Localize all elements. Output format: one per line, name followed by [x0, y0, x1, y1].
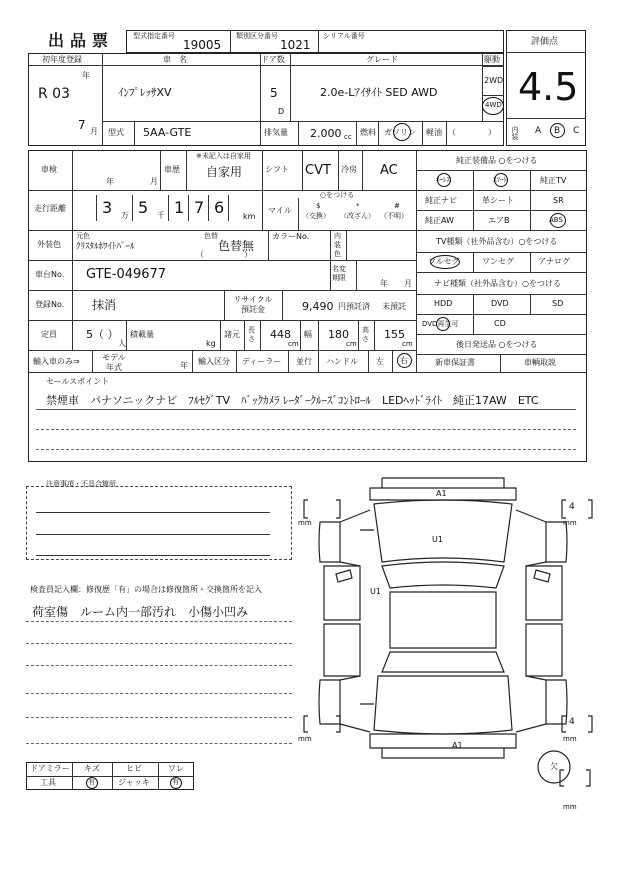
load-unit: kg: [206, 339, 216, 348]
damage-mark-rear: A1: [452, 741, 463, 750]
spare-tire-status: 欠: [550, 762, 558, 771]
notes-box: [26, 486, 292, 560]
color-no-label: カラーNo.: [272, 232, 310, 241]
height-unit: cm: [402, 340, 413, 348]
mm-fr: mm: [563, 519, 577, 527]
first-reg-month: 7: [78, 118, 86, 132]
interior-color-label: 内装色: [334, 232, 341, 258]
type-label: 型式指定番号: [133, 32, 175, 40]
orig-color-label: 元色: [76, 232, 90, 240]
model-value: 5AA-GTE: [143, 126, 192, 139]
length-unit: cm: [288, 340, 299, 348]
model-year-unit: 年: [180, 361, 188, 370]
later-manual: 車輌取説: [524, 358, 556, 367]
navi-cd: CD: [494, 319, 506, 328]
tv-title: TV種類（社外品含む）○をつける: [436, 237, 558, 246]
name-change-year: 年: [380, 279, 388, 288]
inspection-label: 車検: [41, 165, 57, 174]
chassis-label: 車台No.: [35, 270, 65, 279]
equip-sr: SR: [553, 196, 564, 205]
length-label: 長さ: [248, 326, 255, 343]
mile-label: マイル: [268, 206, 292, 215]
mileage-digit-2: 5: [138, 198, 149, 217]
parallel-option: 並行: [296, 357, 312, 366]
displacement-value: 2.000: [310, 127, 342, 140]
name-change-label: 名変期限: [332, 265, 346, 282]
score-value: 4.5: [518, 65, 579, 109]
model-year-label: モデル年式: [102, 353, 126, 372]
drive-2wd: 2WD: [484, 76, 504, 85]
tools-h-mirror: ドアミラー: [30, 764, 70, 773]
ac-value: AC: [380, 163, 398, 178]
exchange-label: （交換）: [302, 212, 330, 220]
chassis-value: GTE-049677: [86, 267, 167, 282]
tire-depth-rear: 4: [569, 717, 575, 727]
equip-title: 純正装備品 ○をつける: [456, 156, 538, 165]
mileage-digit-4: 7: [194, 198, 205, 217]
equip-keyless: ｷｰﾚｽ: [436, 176, 450, 184]
tv-oneseg: ワンセグ: [482, 257, 514, 266]
first-reg-era: R 03: [38, 86, 70, 102]
equip-smart: ｽﾏｰﾄ: [493, 176, 507, 184]
tools-r-tool: 工具: [40, 778, 56, 787]
drive-4wd: 4WD: [485, 101, 502, 109]
equip-aw: 純正AW: [425, 216, 454, 225]
fuel-value: ガソリン: [384, 128, 416, 137]
modified-mark: *: [356, 202, 360, 210]
unknown-mark: #: [394, 202, 400, 210]
displacement-label: 排気量: [264, 128, 288, 137]
fuel-label: 燃料: [360, 128, 376, 137]
unknown-label: （不明）: [380, 212, 408, 220]
class-number: 1021: [280, 38, 311, 52]
exchange-mark: $: [316, 202, 321, 210]
damage-mark-hood: U1: [432, 535, 443, 544]
year-unit: 年: [82, 71, 90, 80]
color-change-label: 色替: [204, 232, 218, 240]
tire-depth-front: 4: [569, 502, 575, 512]
navi-dvd-play: DVD再生可: [422, 320, 459, 328]
sales-label: セールスポイント: [46, 377, 110, 386]
tools-h-scratch: キズ: [84, 764, 100, 773]
tools-h-crack: ヒビ: [126, 764, 142, 773]
tv-fullseg: フルセグ: [428, 257, 460, 266]
cc-unit: cc: [344, 133, 352, 141]
shift-label: シフト: [265, 165, 289, 174]
length-value: 448: [270, 328, 291, 341]
dealer-option: ディーラー: [242, 357, 282, 366]
mileage-km: km: [243, 212, 256, 221]
interior-grade-b: B: [554, 126, 561, 136]
score-label: 評価点: [531, 37, 559, 47]
tools-r-jack: ジャッキ: [118, 778, 150, 787]
grade-label: グレード: [366, 55, 398, 64]
color-value: ｸﾘｽﾀﾙﾎﾜｲﾄﾊﾟｰﾙ: [76, 242, 135, 252]
name-change-month: 月: [404, 279, 412, 288]
car-diagram: [290, 470, 630, 815]
interior-grade-a: A: [535, 126, 542, 136]
shift-value: CVT: [305, 163, 331, 178]
model-label: 型式: [108, 128, 124, 137]
tv-analog: アナログ: [538, 257, 570, 266]
dims-label: 諸元: [224, 330, 240, 339]
registration-value: 抹消: [92, 298, 117, 312]
equip-abs: ABS: [549, 216, 563, 224]
registration-label: 登録No.: [35, 300, 65, 309]
inspector-text: 荷室傷 ルーム内一部汚れ 小傷小凹み: [32, 605, 249, 619]
capacity-unit: 人: [118, 339, 126, 348]
recycle-label: リサイクル預託金: [233, 295, 273, 314]
usage-label: 車歴: [164, 165, 180, 174]
interior-label: 内装: [511, 126, 519, 140]
equip-tv: 純正TV: [540, 176, 567, 185]
first-reg-label: 初年度登録: [42, 55, 82, 64]
equip-leather: 革シート: [482, 196, 514, 205]
mm-spare: mm: [563, 803, 577, 811]
fuel-paren: （ ）: [448, 128, 496, 137]
recycle-amount: 9,490: [302, 300, 334, 313]
width-value: 180: [328, 328, 349, 341]
handle-left: 左: [376, 357, 384, 366]
mileage-digit-1: 3: [102, 198, 113, 217]
width-unit: cm: [346, 340, 357, 348]
navi-sd: SD: [552, 299, 564, 308]
usage-note: ※未記入は自家用: [196, 152, 251, 160]
height-value: 155: [384, 328, 405, 341]
later-title: 後日発送品 ○をつける: [456, 340, 538, 349]
import-class-label: 輸入区分: [198, 357, 230, 366]
color-paren: （ ）: [196, 250, 252, 259]
mm-rr: mm: [563, 735, 577, 743]
doors-suffix: D: [278, 107, 285, 116]
recycle-unpaid: 未預託: [382, 302, 406, 311]
mileage-digit-5: 6: [214, 198, 225, 217]
load-label: 積載量: [130, 330, 154, 339]
navi-hdd: HDD: [434, 299, 453, 308]
damage-mark-front: A1: [436, 489, 447, 498]
mileage-digit-3: 1: [174, 198, 185, 217]
diesel-label: 軽油: [426, 128, 442, 137]
navi-title: ナビ種類（社外品含む）○をつける: [434, 279, 561, 288]
doors-value: 5: [270, 86, 278, 100]
doors-label: ドア数: [261, 55, 285, 64]
tools-r-jack-value: 有: [172, 778, 179, 786]
tools-r-tool-value: 有: [88, 778, 95, 786]
color-label: 外装色: [37, 240, 61, 249]
mileage-man: 万: [121, 211, 129, 220]
grade-value: 2.0e-Lｱｲｻｲﾄ SED AWD: [320, 86, 438, 99]
handle-right: 右: [400, 356, 408, 365]
inspection-month-unit: 月: [150, 177, 158, 186]
capacity-value: 5（ ）: [86, 328, 119, 341]
width-label: 幅: [304, 330, 312, 339]
serial-label: シリアル番号: [323, 32, 365, 40]
mileage-label: 走行距離: [34, 204, 66, 213]
type-number: 19005: [183, 38, 222, 52]
car-name-label: 車 名: [163, 55, 187, 64]
height-label: 高さ: [362, 326, 369, 343]
usage-value: 自家用: [206, 165, 243, 179]
equip-airbag: エアB: [488, 216, 510, 225]
interior-grade-c: C: [573, 126, 580, 136]
damage-mark-side: U1: [370, 587, 381, 596]
tools-h-break: ワレ: [168, 764, 184, 773]
navi-dvd: DVD: [491, 299, 509, 308]
handle-label: ハンドル: [326, 357, 358, 366]
capacity-label: 定員: [41, 330, 57, 339]
color-change-value: 色替無: [218, 239, 255, 253]
class-label: 類別区分番号: [236, 32, 278, 40]
later-warranty: 新車保証書: [435, 358, 475, 367]
sales-text: 禁煙車 パナソニックナビ ﾌﾙｾｸﾞTV ﾊﾞｯｸｶﾒﾗ ﾚｰﾀﾞｰｸﾙｰｽﾞｺﾝﾄﾛｰﾙ LEDﾍｯﾄﾞﾗｲﾄ 純正17AW ETC: [46, 394, 539, 407]
import-label: 輸入車のみ⇒: [33, 357, 80, 366]
notes-label: 注意事項・不具合箇所: [46, 480, 116, 488]
inspector-label: 検査員記入欄：修復歴「有」の場合は修復箇所・交換箇所を記入: [30, 585, 262, 594]
mileage-sen: 千: [157, 211, 165, 220]
ac-label: 冷房: [341, 165, 357, 174]
car-name: ｲﾝﾌﾟﾚｯｻXV: [118, 86, 172, 99]
mm-rl: mm: [298, 735, 312, 743]
month-unit: 月: [90, 127, 98, 136]
recycle-status: 円預託済: [338, 302, 370, 311]
equip-navi: 純正ナビ: [425, 196, 457, 205]
mm-fl: mm: [298, 519, 312, 527]
mileage-circle-note: ○をつける: [320, 191, 355, 199]
drive-label: 駆動: [484, 55, 500, 64]
modified-label: （改ざん）: [340, 212, 375, 220]
page-title: 出品票: [48, 31, 115, 50]
inspection-year-unit: 年: [106, 177, 114, 186]
